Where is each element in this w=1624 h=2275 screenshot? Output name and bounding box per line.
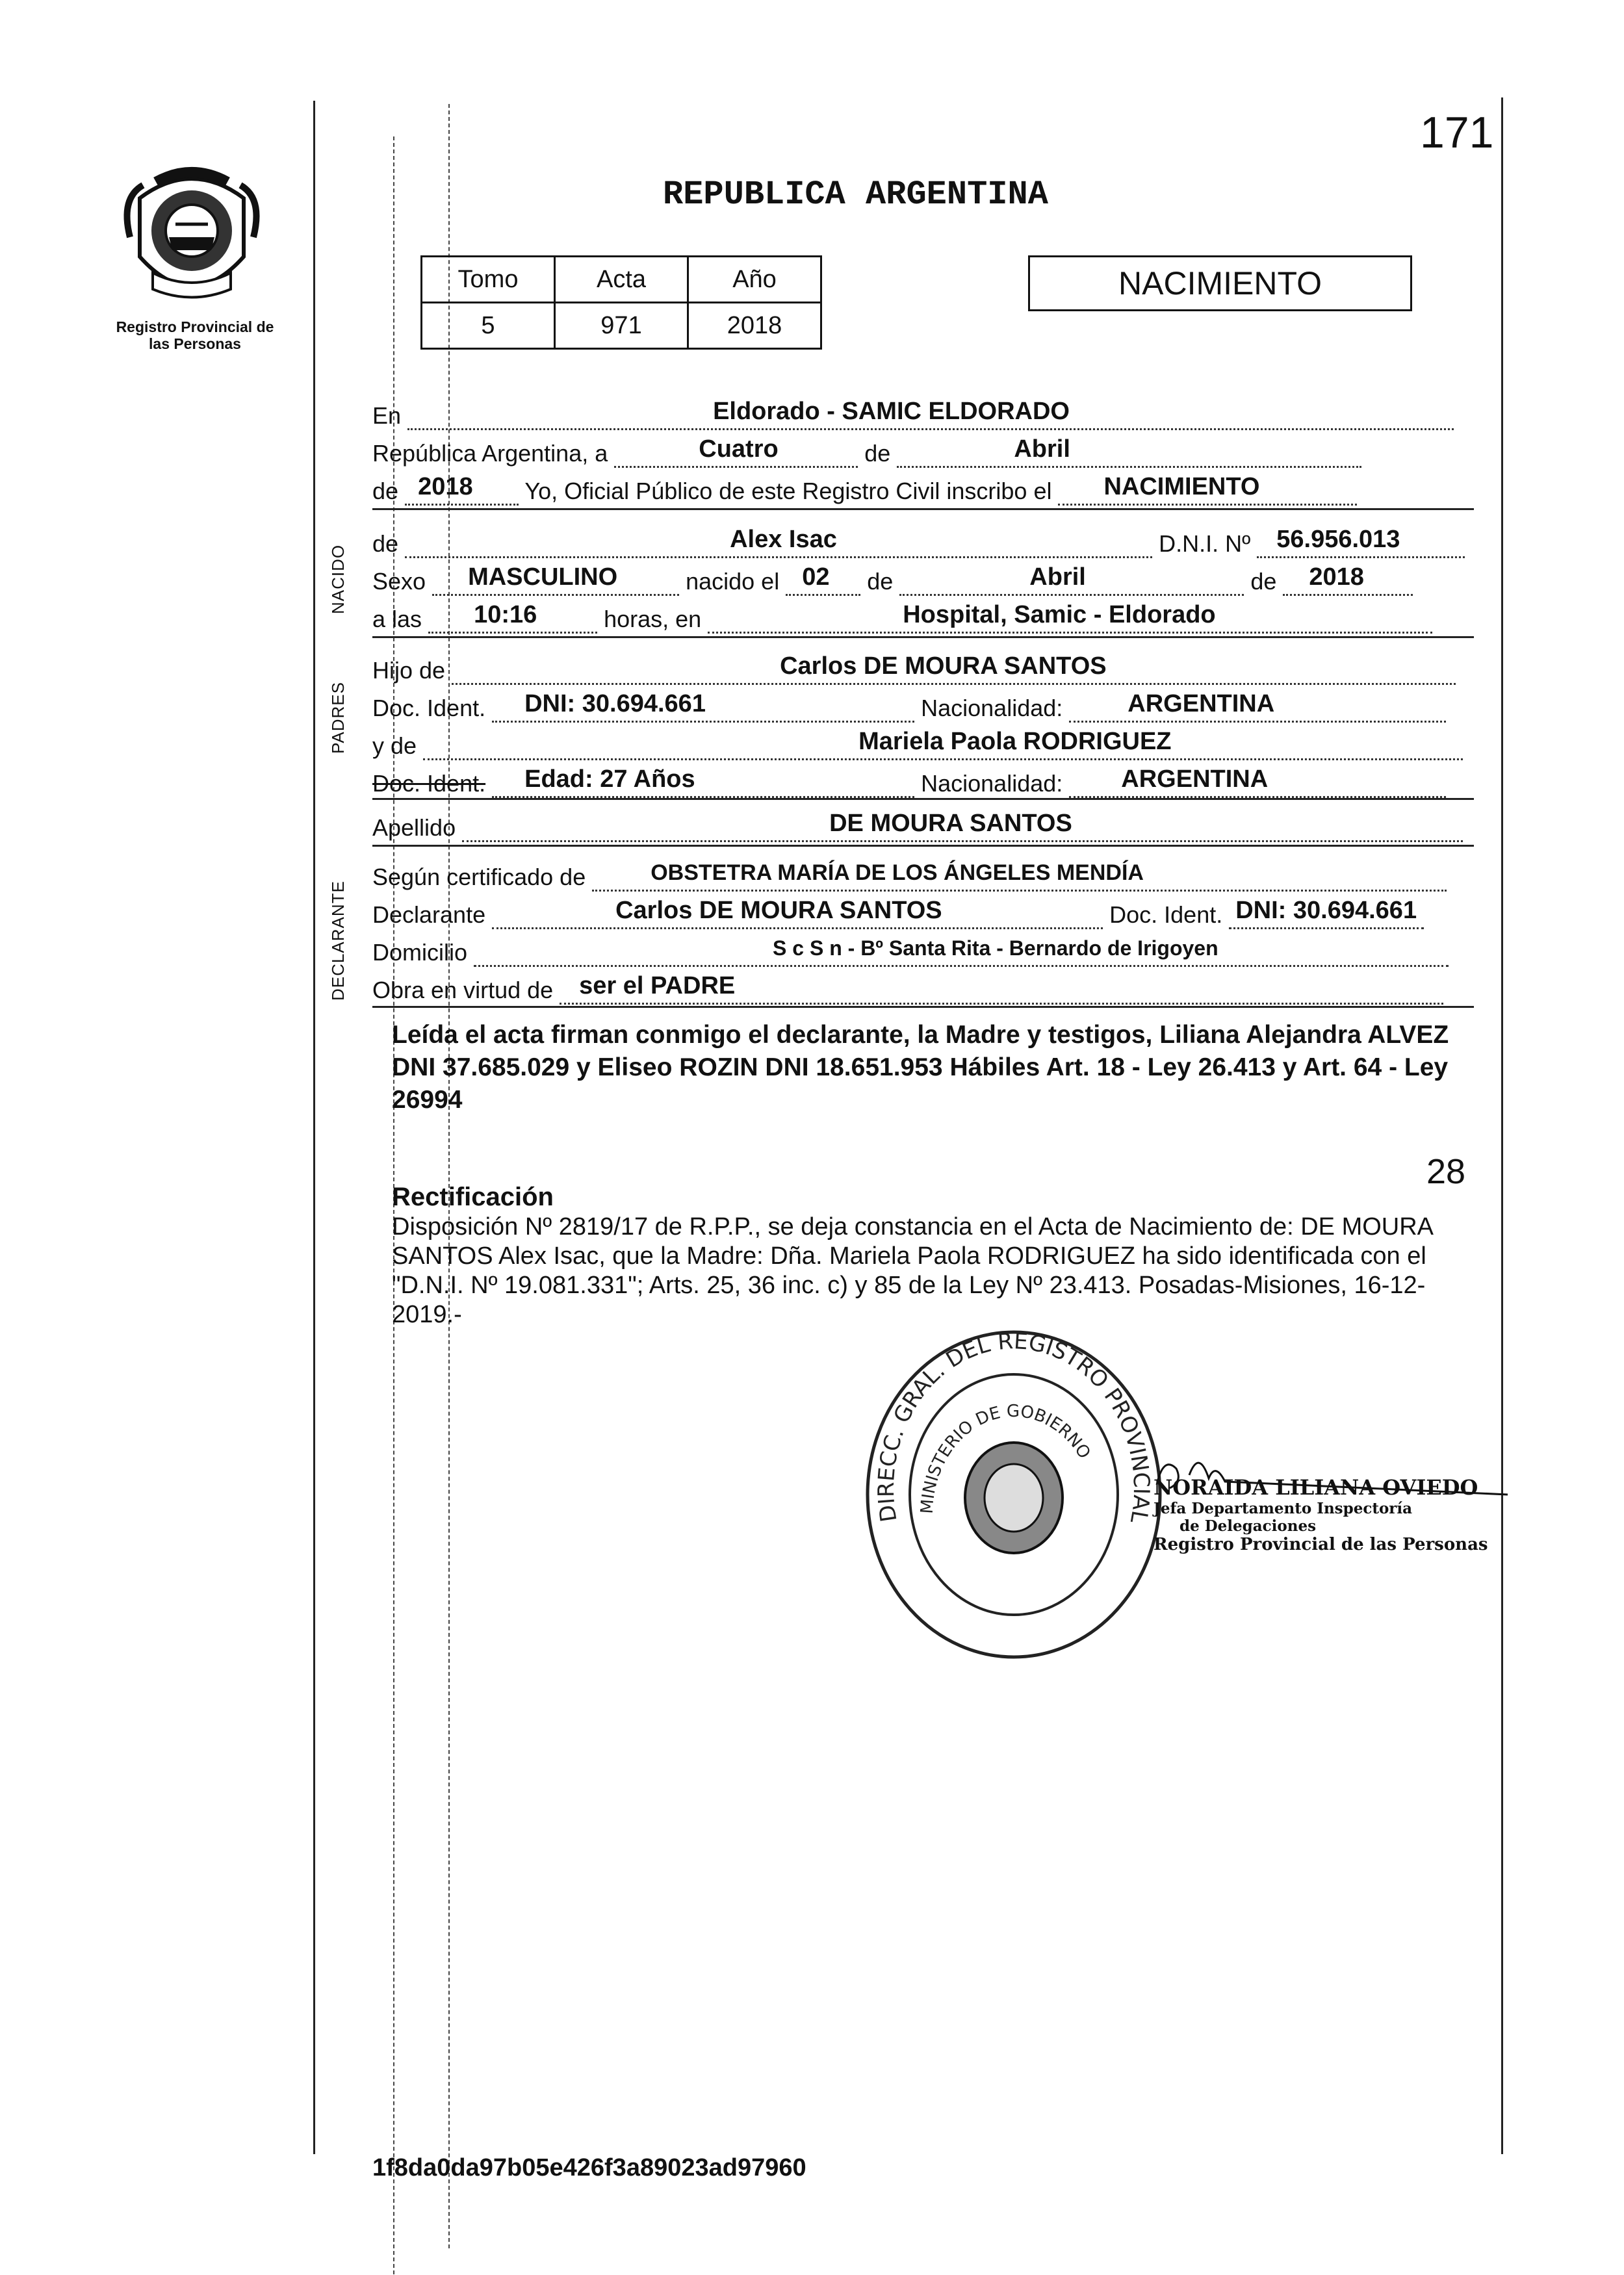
label-domicilio: Domicilio — [372, 939, 468, 966]
signer-line-2: de Delegaciones — [1179, 1517, 1317, 1535]
province-logo — [114, 159, 270, 315]
divider-1 — [372, 508, 1474, 510]
field-madre-edad-fill — [492, 765, 914, 798]
label-de-mes-nac: de — [867, 568, 894, 595]
field-apellido-fill — [462, 810, 1463, 842]
row-segun — [372, 860, 1474, 892]
field-nombre: Alex Isac — [730, 526, 837, 553]
divider-3 — [372, 798, 1474, 800]
label-doc-ident: Doc. Ident. — [372, 695, 486, 721]
row-nombre — [372, 526, 1474, 558]
row-declarante — [372, 897, 1474, 929]
field-obra-fill — [560, 972, 1443, 1005]
field-inscribe: NACIMIENTO — [1103, 473, 1260, 500]
field-mes: Abril — [1014, 435, 1070, 463]
divider-4 — [372, 845, 1474, 847]
field-obra: ser el PADRE — [579, 972, 736, 999]
left-margin-line — [313, 101, 315, 2154]
label-nacionalidad-padre: Nacionalidad: — [921, 695, 1063, 721]
field-dia-letras: Cuatro — [699, 435, 779, 463]
field-domicilio-fill — [474, 936, 1449, 967]
rectificacion-text: Disposición Nº 2819/17 de R.P.P., se deja constancia en el Acta de Nacimiento de: DE MOURA SANTOS Alex Isac, que la Madre: Dña. Mariela Paola RODRIGUEZ ha sido identificada con el "D.N.I. Nº 19.081.331"; Arts. 25, 36 inc. c) y 85 de la Ley Nº 23.413. Posadas-Misiones, 16-12-2019.- — [392, 1213, 1432, 1328]
field-padre-nac: ARGENTINA — [1128, 690, 1275, 717]
field-madre-fill — [423, 728, 1463, 760]
field-nombre-fill — [405, 526, 1152, 558]
side-label-nacido: NACIDO — [328, 544, 348, 614]
label-de-anio-nac: de — [1250, 568, 1277, 595]
field-apellido: DE MOURA SANTOS — [829, 810, 1072, 837]
logo-caption: Registro Provincial de las Personas — [116, 318, 274, 352]
rectificacion-title: Rectificación — [392, 1183, 554, 1211]
divider-5 — [372, 1006, 1474, 1008]
side-label-declarante: DECLARANTE — [328, 880, 348, 1001]
row-sexo — [372, 563, 1474, 596]
field-certificado-fill — [592, 860, 1447, 892]
row-hijo-de — [372, 652, 1474, 685]
label-nacionalidad-madre: Nacionalidad: — [921, 770, 1063, 797]
row-hora — [372, 601, 1474, 634]
field-hora: 10:16 — [474, 601, 537, 628]
signer-line-1: Jefa Departamento Inspectoría — [1154, 1500, 1413, 1517]
label-de-nombre: de — [372, 530, 399, 557]
label-obra: Obra en virtud de — [372, 977, 554, 1003]
row-anio — [372, 473, 1474, 506]
field-dni-fill — [1257, 526, 1465, 558]
margin-number: 28 — [1426, 1152, 1466, 1191]
field-dni: 56.956.013 — [1276, 526, 1400, 553]
field-declarante: Carlos DE MOURA SANTOS — [615, 897, 942, 924]
field-lugar-nac: Hospital, Samic - Eldorado — [903, 601, 1216, 628]
field-sexo-fill — [432, 563, 679, 596]
field-madre-edad: Edad: 27 Años — [524, 765, 695, 793]
stamp-inner-text: MINISTERIO DE GOBIERNO — [917, 1401, 1094, 1515]
field-inscribe-fill — [1058, 473, 1357, 506]
row-madre-doc — [372, 765, 1474, 798]
label-doc-ident-struck: Doc. Ident. — [372, 770, 486, 797]
registry-header-acta: Acta — [555, 257, 688, 303]
field-lugar-nac-fill — [708, 601, 1432, 634]
row-y-de — [372, 728, 1474, 760]
field-anio: 2018 — [418, 473, 473, 500]
stamp-seal-icon — [861, 1326, 1166, 1664]
field-padre-doc-fill — [492, 690, 914, 723]
label-en: En — [372, 402, 402, 429]
signer-name: NORAIDA LILIANA OVIEDO — [1154, 1475, 1478, 1500]
label-declarante: Declarante — [372, 901, 486, 928]
field-madre-nac-fill — [1069, 765, 1446, 798]
registry-table — [420, 255, 822, 350]
label-republica: República Argentina, a — [372, 440, 608, 467]
label-a-las: a las — [372, 606, 422, 632]
field-dia-nac-fill — [786, 563, 860, 596]
field-padre-fill — [452, 652, 1456, 685]
doc-type-box: NACIMIENTO — [1028, 255, 1412, 311]
label-segun-certificado: Según certificado de — [372, 864, 586, 890]
field-declarante-fill — [492, 897, 1103, 929]
field-sexo: MASCULINO — [468, 563, 618, 591]
field-padre-nac-fill — [1069, 690, 1446, 723]
page-number: 171 — [1420, 108, 1494, 157]
right-margin-line — [1501, 97, 1503, 2154]
footer-hash: 1f8da0da97b05e426f3a89023ad97960 — [372, 2154, 806, 2181]
field-lugar-fill — [407, 398, 1454, 430]
field-anio-nac: 2018 — [1309, 563, 1364, 591]
field-madre: Mariela Paola RODRIGUEZ — [858, 728, 1172, 755]
official-stamp — [861, 1326, 1166, 1664]
signature-block — [1154, 1475, 1488, 1554]
shield-icon — [114, 159, 270, 315]
label-nacido-el: nacido el — [686, 568, 780, 595]
field-dia-nac: 02 — [802, 563, 830, 591]
row-republica — [372, 435, 1474, 468]
field-anio-fill — [405, 473, 519, 506]
field-domicilio: S c S n - Bº Santa Rita - Bernardo de Irigoyen — [773, 936, 1218, 960]
label-doc-ident-declarante: Doc. Ident. — [1109, 901, 1223, 928]
label-sexo: Sexo — [372, 568, 426, 595]
row-apellido — [372, 810, 1474, 842]
field-mes-nac: Abril — [1029, 563, 1086, 591]
field-declarante-doc: DNI: 30.694.661 — [1235, 897, 1417, 924]
registry-value-acta: 971 — [555, 303, 688, 349]
field-anio-nac-fill — [1283, 563, 1413, 596]
signer-line-3: Registro Provincial de las Personas — [1154, 1535, 1488, 1554]
registry-value-anio: 2018 — [688, 303, 821, 349]
registry-header-tomo: Tomo — [422, 257, 555, 303]
registry-value-tomo: 5 — [422, 303, 555, 349]
label-de-anio: de — [372, 478, 399, 504]
field-lugar: Eldorado - SAMIC ELDORADO — [713, 398, 1070, 425]
note-paragraph: Leída el acta firman conmigo el declarante, la Madre y testigos, Liliana Alejandra ALVEZ DNI 37.685.029 y Eliseo ROZIN DNI 18.651.953 Hábiles Art. 18 - Ley 26.413 y Art. 64 - Ley 26994 — [392, 1021, 1449, 1114]
label-hijo-de: Hijo de — [372, 657, 446, 684]
label-de-mes: de — [864, 440, 891, 467]
row-domicilio — [372, 938, 1474, 967]
field-hora-fill — [428, 601, 597, 634]
field-mes-fill — [897, 435, 1361, 468]
label-horas-en: horas, en — [604, 606, 702, 632]
label-y-de: y de — [372, 732, 417, 759]
registry-header-anio: Año — [688, 257, 821, 303]
row-padre-doc — [372, 690, 1474, 723]
page-title: REPUBLICA ARGENTINA — [663, 175, 1048, 214]
label-apellido: Apellido — [372, 814, 456, 841]
field-padre-doc: DNI: 30.694.661 — [524, 690, 706, 717]
stamp-ring-text: DIRECC. GRAL. DEL REGISTRO PROVINCIAL — [873, 1328, 1155, 1526]
divider-2 — [372, 636, 1474, 638]
field-mes-nac-fill — [899, 563, 1244, 596]
field-declarante-doc-fill — [1229, 897, 1424, 929]
row-obra — [372, 972, 1474, 1005]
row-en — [372, 398, 1474, 430]
field-madre-nac: ARGENTINA — [1121, 765, 1269, 793]
field-dia-fill — [614, 435, 858, 468]
field-padre: Carlos DE MOURA SANTOS — [780, 652, 1107, 680]
label-yo-oficial: Yo, Oficial Público de este Registro Civil inscribo el — [524, 478, 1052, 504]
side-label-padres: PADRES — [328, 682, 348, 754]
field-certificado: OBSTETRA MARÍA DE LOS ÁNGELES MENDÍA — [651, 860, 1144, 885]
label-dni: D.N.I. Nº — [1159, 530, 1251, 557]
